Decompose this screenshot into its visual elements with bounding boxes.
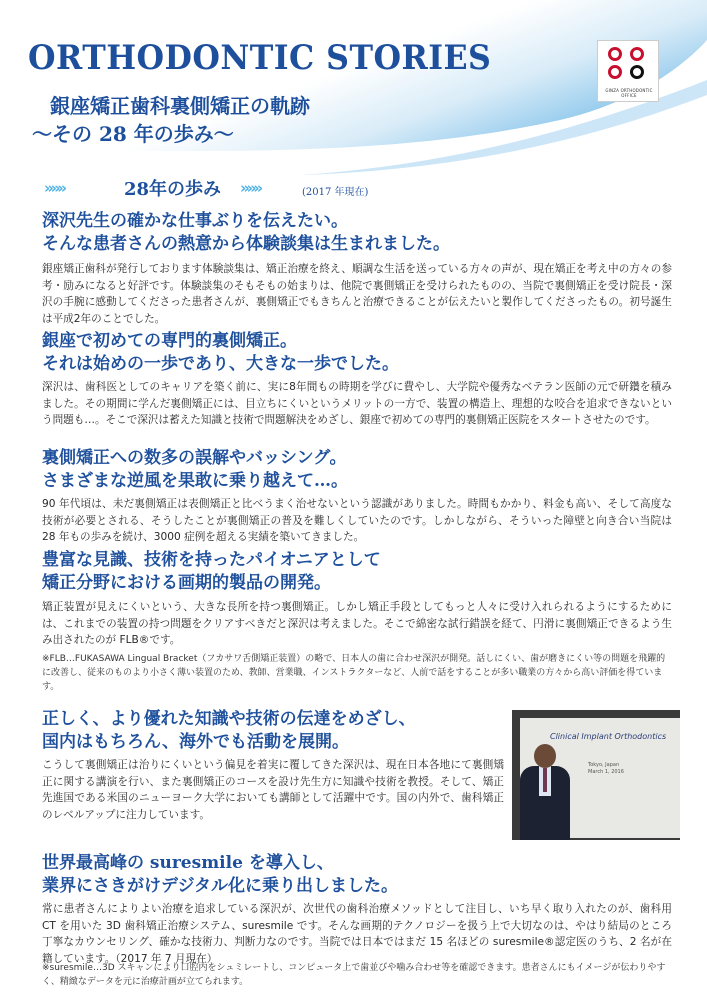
- block-6-body: 常に患者さんによりよい治療を追求している深沢が、次世代の歯科治療メソッドとして注目し、いち早く取り入れたのが、歯科用 CT を用いた 3D 歯科矯正治療システム、suresmile です。そんな画期的テクノロジーを扱う上で大切なのは、やはり結局のところ丁寧なカウンセリング、確かな技術力、判断力なのです。当院では日本ではまだ 15 名ほどの suresmile®認定医のうち、2 名が在籍しています。（2017 年 7 月現在）: [42, 903, 672, 965]
- slide-title: Clinical Implant Orthodontics: [550, 732, 667, 741]
- block-4-body: 矯正装置が見えにくいという、大きな長所を持つ裏側矯正。しかし矯正手段としてもっと人々に受け入れられるようにするためには、これまでの装置の持つ問題をクリアすべきだと深沢は考えました。そこで綿密な試行錯誤を経て、円滑に裏側矯正できるよう生み出されたのが FLB®です。: [42, 601, 672, 646]
- block-5-body: こうして裏側矯正は治りにくいという偏見を着実に覆してきた深沢は、現在日本各地にて裏側矯正に関する講演を行い、また裏側矯正のコースを設け先生方に知識や技術を教授。そして、矯正先進国である米国のニューヨーク大学においても講師として活躍中です。国の内外で、歯科矯正のレベルアップに注力しています。: [42, 759, 504, 821]
- section-title: 28年の歩み: [124, 179, 222, 200]
- subtitle-line-1: 銀座矯正歯科裏側矯正の軌跡: [50, 94, 310, 118]
- block-6-heading-line-1: 世界最高峰の suresmile を導入し、: [42, 853, 334, 873]
- chevrons-left-icon: »»»: [44, 179, 65, 197]
- block-1-heading-line-1: 深沢先生の確かな仕事ぶりを伝えたい。: [42, 211, 348, 231]
- block-3-heading-line-1: 裏側矯正への数多の誤解やバッシング。: [42, 448, 347, 468]
- block-1-heading-line-2: そんな患者さんの熱意から体験談集は生まれました。: [42, 234, 450, 254]
- chevrons-right-icon: »»»: [240, 179, 261, 197]
- block-3-heading-line-2: さまざまな逆風を果敢に乗り越えて…。: [42, 471, 348, 491]
- page-title: ORTHODONTIC STORIES: [28, 38, 492, 78]
- block-4-footnote: ※FLB…FUKASAWA Lingual Bracket（フカサワ舌側矯正装置）の略で、日本人の歯に合わせ深沢が開発。話しにくい、歯が磨きにくい等の問題を飛躍的に改善し、従来のものより小さく薄い装置のため、教師、営業職、インストラクターなど、人前で話をすることが多い職業の方々から高い評価を得ています。: [42, 654, 666, 692]
- block-3-body: 90 年代頃は、未だ裏側矯正は表側矯正と比べうまく治せないという認識がありました。時間もかかり、料金も高い、そして高度な技術が必要とされる、そうしたことが裏側矯正の普及を難しくしていたのです。しかしながら、そういった障壁と向き合い当院は 28 年もの歩みを続け、3000 症例を超える実績を築いてきました。: [42, 498, 672, 543]
- block-2-body: 深沢は、歯科医としてのキャリアを築く前に、実に8年間もの時期を学びに費やし、大学院や優秀なベテラン医師の元で研鑽を積みました。その期間に学んだ裏側矯正には、目立ちにくいというメリットの一方で、装置の構造上、理想的な咬合を追求できないという問題も…。そこで深沢は蓄えた知識と技術で問題解決をめざし、銀座で初めての専門的裏側矯正医院をスタートさせたのです。: [42, 381, 672, 426]
- speaker-tie: [543, 768, 547, 792]
- subtitle-line-2: 〜その 28 年の歩み〜: [32, 122, 234, 146]
- section-banner: [44, 175, 404, 199]
- block-6-heading-line-2: 業界にさきがけデジタル化に乗り出しました。: [42, 876, 398, 896]
- slide-text: Tokyo, Japan March 1, 2016: [588, 762, 624, 775]
- speaker-head: [534, 744, 556, 768]
- lecture-photo: [512, 710, 680, 840]
- block-1-body: 銀座矯正歯科が発行しております体験談集は、矯正治療を終え、順調な生活を送っている方々の声が、現在矯正を考え中の方々の参考・励みになると好評です。体験談集のそもそもの始まりは、他院で裏側矯正を受けられたものの、当院で裏側矯正を受け院長・深沢の手腕に感動してくださった患者さんが、裏側矯正でもきちんと治療できることが伝えたいと製作してくださったもの。初号誕生は平成2年のことでした。: [42, 263, 672, 325]
- block-5-heading-line-1: 正しく、より優れた知識や技術の伝達をめざし、: [42, 709, 416, 729]
- block-5-heading-line-2: 国内はもちろん、海外でも活動を展開。: [42, 732, 350, 752]
- block-4-heading-line-1: 豊富な見識、技術を持ったパイオニアとして: [42, 550, 381, 570]
- clinic-logo: [597, 40, 659, 102]
- logo-text: GINZA ORTHODONTIC OFFICE: [605, 88, 653, 98]
- block-4-heading-line-2: 矯正分野における画期的製品の開発。: [42, 573, 331, 593]
- section-date-note: (2017 年現在): [302, 187, 369, 198]
- block-2-heading-line-2: それは始めの一歩であり、大きな一歩でした。: [42, 354, 399, 374]
- block-2-heading-line-1: 銀座で初めての専門的裏側矯正。: [42, 331, 297, 351]
- block-6-footnote: ※suresmile…3D スキャンにより口腔内をシュミレートし、コンピュータ上で歯並びや噛み合わせ等を確認できます。患者さんにもイメージが伝わりやすく、精緻なデータを元に治療計画が立てられます。: [42, 963, 666, 987]
